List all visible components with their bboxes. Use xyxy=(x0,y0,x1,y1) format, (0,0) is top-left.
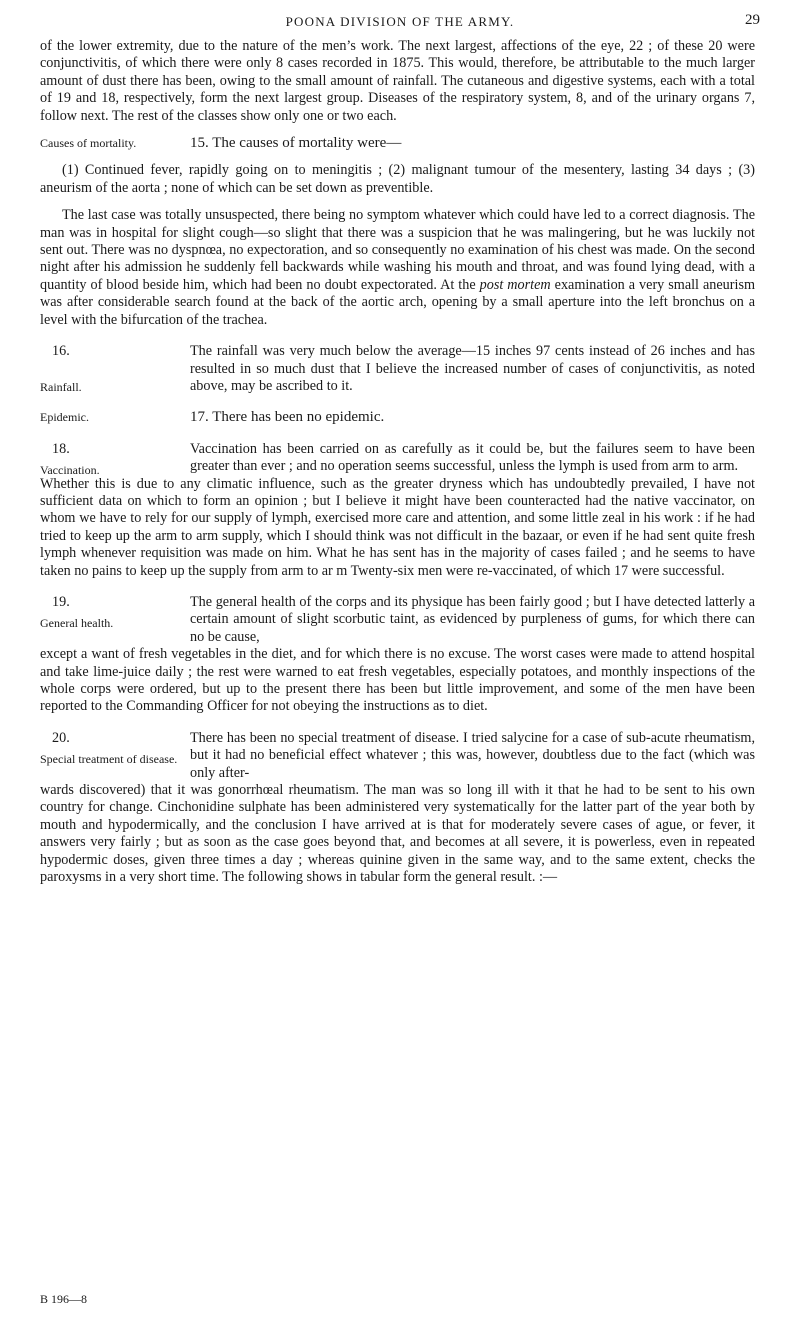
sidenote-epidemic: Epidemic. xyxy=(40,410,89,425)
section-18-lead: Vaccination has been carried on as carefully as it could be, but the failures seem to have been greater than ever ; and no operation seems successful, unless the lymph is used from arm to arm. xyxy=(190,440,755,475)
sidenote-special-treatment: Special treatment of disease. xyxy=(40,751,178,766)
section-20 xyxy=(40,730,755,887)
section-17-text: 17. There has been no epidemic. xyxy=(190,409,385,426)
section-15 xyxy=(40,135,755,329)
section-16 xyxy=(40,343,755,395)
section-18-text: Whether this is due to any climatic influence, such as the greater dryness which has undoubtedly prevailed, I have not sufficient data on which to form an opinion ; but I believe it might have been counteracted had the native vaccinator, on whom we have to rely for our supply of lymph, exercised more care and attention, and some little zeal in his work : if he had tried to keep up the arm to arm supply, which I should think was not difficult in the bazaar, or even if he had sent quite fresh lymph whenever requisition was made on him. What he has sent has in the majority of cases failed ; and he seems to have taken no pains to keep up the supply from arm to ar m Twenty-six men were re-vaccinated, of which 17 were successful. xyxy=(40,475,755,579)
sidenote-vaccination: Vaccination. xyxy=(40,462,100,477)
post-mortem-italic: post mortem xyxy=(479,276,551,293)
intro-paragraph: of the lower extremity, due to the nature of the men’s work. The next largest, affections of the eye, 22 ; of these 20 were conjunctivitis, of which there were only 8 cases recorded in 1875. This would, therefore, be attributable to the much larger amount of dust there has been, owing to the small amount of rainfall. The cutaneous and digestive systems, each with a total of 19 and 18, respectively, form the next largest group. Diseases of the respiratory system, 8, and of the urinary organs 7, follow next. The rest of the classes show only one or two each. xyxy=(40,38,755,124)
section-17 xyxy=(40,409,755,426)
section-15-heading: 15. The causes of mortality were— xyxy=(190,135,402,152)
section-20-number: 20. xyxy=(52,729,70,746)
footer-signature: B 196—8 xyxy=(40,1292,88,1306)
section-16-number: 16. xyxy=(52,343,70,360)
sidenote-causes-of-mortality: Causes of mortality. xyxy=(40,136,137,151)
section-16-text: The rainfall was very much below the average—15 inches 97 cents instead of 26 inches and has resulted in so much dust that I believe the increased number of cases of conjunctivitis, as noted above, may be ascribed to it. xyxy=(190,343,755,394)
section-19-text: except a want of fresh vegetables in the diet, and for which there is no excuse. The worst cases were made to attend hospital and take lime-juice daily ; the rest were warned to eat fresh vegetables, especially potatoes, and monthly inspections of the whole corps were ordered, but up to the present there has been but little improvement, and some of the men have been reported to the Commanding Officer for not obeying the instructions as to diet. xyxy=(40,646,755,715)
section-15-causes: (1) Continued fever, rapidly going on to meningitis ; (2) malignant tumour of the mesentery, lasting 34 days ; (3) aneurism of the aorta ; none of which can be set down as preventible. xyxy=(40,162,755,196)
section-19 xyxy=(40,594,755,716)
running-head: POONA DIVISION OF THE ARMY. xyxy=(285,14,515,29)
page-number: 29 xyxy=(745,12,760,28)
sidenote-rainfall: Rainfall. xyxy=(40,380,82,395)
section-18 xyxy=(40,441,755,580)
section-20-lead: There has been no special treatment of disease. I tried salycine for a case of sub-acute rheumatism, but it had no beneficial effect whatever ; this was, however, doubtless due to the fact (which was only after- xyxy=(190,729,755,781)
page-body xyxy=(40,38,755,886)
section-15-narrative: The last case was totally unsuspected, there being no symptom whatever which could have led to a correct diagnosis. The man was in hospital for slight cough—so slight that there was a suspicion that he was malingering, but he was luckily not sent out. There was no dyspnœa, no expectoration, and so consequently no examination of his chest was made. On the second night after his admission he suddenly fell backwards while washing his mouth and throat, and was found lying dead, with a quantity of blood beside him, which had been no doubt expectorated. At the post mortem examination a very small aneurism was after considerable search found at the back of the aortic arch, opening by a small aperture into the left bronchus on a level with the bifurcation of the trachea. xyxy=(40,207,755,328)
sidenote-general-health: General health. xyxy=(40,615,114,630)
section-20-text: wards discovered) that it was gonorrhœal rheumatism. The man was so long ill with it that he had to be sent to his own country for change. Cinchonidine sulphate has been administered very systematically for the latter part of the year both by mouth and hypodermically, and the conclusion I have arrived at is that for moderately severe cases of ague, or fever, it answers very fairly ; but as soon as the case goes beyond that, and becomes at all severe, it is powerless, even in repeated hypodermic doses, given three times a day ; whereas quinine given in the same way, and to the same extent, checks the paroxysms in a very short time. The following shows in tabular form the general result. :— xyxy=(40,782,755,886)
section-19-lead: The general health of the corps and its physique has been fairly good ; but I have detected latterly a certain amount of slight scorbutic taint, as evidenced by purpleness of gums, for which there can no be cause, xyxy=(190,593,755,645)
section-18-number: 18. xyxy=(52,440,70,457)
page-header xyxy=(0,10,800,34)
section-19-number: 19. xyxy=(52,593,70,610)
